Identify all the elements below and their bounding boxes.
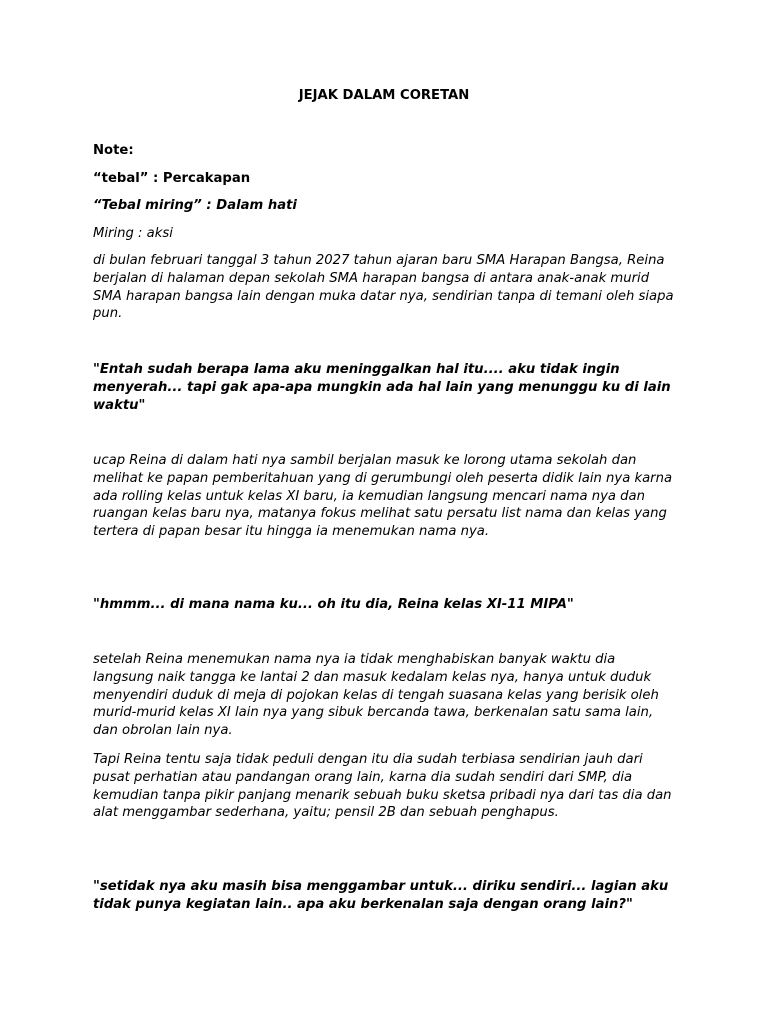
note-heading: Note: xyxy=(93,143,134,158)
narration-paragraph: Tapi Reina tentu saja tidak peduli dengan itu dia sudah terbiasa sendirian jauh dari pusat perhatian atau pandangan orang lain, karna dia sudah sendiri dari SMP, dia kemudian tanpa pikir panjang menarik sebuah buku sketsa pribadi nya dari tas dia dan alat menggambar sederhana, yaitu; pensil 2B dan sebuah penghapus. xyxy=(93,752,672,821)
note-bold-legend: “tebal” : Percakapan xyxy=(93,171,251,186)
inner-thought-paragraph: "Entah sudah berapa lama aku meninggalkan hal itu.... aku tidak ingin menyerah... tapi gak apa-apa mungkin ada hal lain yang menunggu ku di lain waktu" xyxy=(93,362,671,413)
note-bold-italic-legend: “Tebal miring” : Dalam hati xyxy=(93,198,297,213)
note-italic-legend: Miring : aksi xyxy=(93,226,173,241)
document-title: JEJAK DALAM CORETAN xyxy=(298,88,470,103)
narration-paragraph: setelah Reina menemukan nama nya ia tidak menghabiskan banyak waktu dia langsung naik tangga ke lantai 2 dan masuk kedalam kelas nya, hanya untuk duduk menyendiri duduk di meja di pojokan kelas di tengah suasana kelas yang berisik oleh murid-murid kelas XI lain nya yang sibuk bercanda tawa, berkenalan satu sama lain, dan obrolan lain nya. xyxy=(93,652,659,739)
document-page xyxy=(93,0,675,1024)
inner-thought-paragraph: "hmmm... di mana nama ku... oh itu dia, Reina kelas XI-11 MIPA" xyxy=(93,597,574,612)
narration-paragraph: di bulan februari tanggal 3 tahun 2027 tahun ajaran baru SMA Harapan Bangsa, Reina berjalan di halaman depan sekolah SMA harapan bangsa di antara anak-anak murid SMA harapan bangsa lain dengan muka datar nya, sendirian tanpa di temani oleh siapa pun. xyxy=(93,253,674,322)
narration-paragraph: ucap Reina di dalam hati nya sambil berjalan masuk ke lorong utama sekolah dan melihat ke papan pemberitahuan yang di gerumbungi oleh peserta didik lain nya karna ada rolling kelas untuk kelas XI baru, ia kemudian langsung mencari nama nya dan ruangan kelas baru nya, matanya fokus melihat satu persatu list nama dan kelas yang tertera di papan besar itu hingga ia menemukan nama nya. xyxy=(93,453,673,540)
inner-thought-paragraph: "setidak nya aku masih bisa menggambar untuk... diriku sendiri... lagian aku tidak punya kegiatan lain.. apa aku berkenalan saja dengan orang lain?" xyxy=(93,879,669,912)
